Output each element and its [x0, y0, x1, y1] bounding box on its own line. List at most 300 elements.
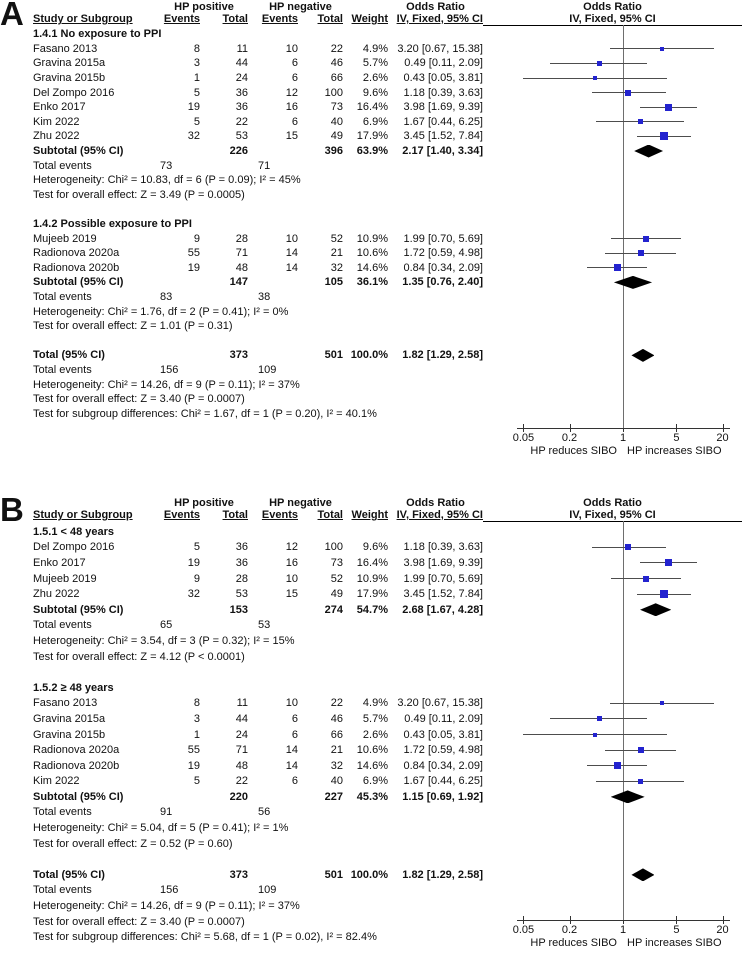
- heterogeneity: [0, 820, 744, 836]
- total-events-row: [0, 618, 744, 634]
- events-positive-cell: 32: [187, 588, 200, 601]
- total-negative-cell: 32: [330, 261, 343, 274]
- or-ci-cell: 0.43 [0.05, 3.81]: [403, 72, 483, 85]
- study-row: [0, 42, 744, 57]
- study-row: [0, 100, 744, 115]
- events-negative-cell: 15: [285, 588, 298, 601]
- total-negative-cell: 100: [324, 86, 343, 99]
- total-negative-cell: 105: [324, 276, 343, 289]
- total-positive-cell: 36: [235, 541, 248, 554]
- study-name: Gravina 2015a: [33, 712, 106, 725]
- total-positive-cell: 11: [236, 697, 248, 710]
- total-negative-cell: 21: [330, 247, 343, 260]
- effect-square-marker: [625, 544, 631, 550]
- axis-tick-label: 1: [619, 924, 627, 936]
- study-row: [0, 571, 744, 587]
- study-row: [0, 774, 744, 790]
- axis-tick: [570, 424, 571, 432]
- axis-tick-label: 0.2: [561, 924, 578, 936]
- summary-label: Subtotal (95% CI): [33, 145, 124, 158]
- weight-cell: 5.7%: [362, 712, 388, 725]
- events-negative-cell: 12: [285, 541, 298, 554]
- total-positive-cell: 28: [235, 572, 248, 585]
- total-events-label: Total events: [33, 619, 92, 632]
- events-negative-cell: 6: [291, 712, 298, 725]
- events-negative-cell: 10: [285, 42, 298, 55]
- total-negative-cell: 52: [330, 572, 343, 585]
- axis-tick-label: 0.05: [512, 432, 535, 444]
- total-negative-cell: 22: [330, 42, 343, 55]
- heterogeneity-text: Heterogeneity: Chi² = 1.76, df = 2 (P = 0.41); I² = 0%: [33, 305, 289, 318]
- effect-square-marker: [625, 90, 631, 96]
- study-name: Fasano 2013: [33, 697, 98, 710]
- events-positive-cell: 5: [193, 86, 200, 99]
- or-ci-cell: 2.68 [1.67, 4.28]: [402, 603, 483, 616]
- overall-effect-text: Test for overall effect: Z = 3.49 (P = 0.0005): [33, 188, 245, 201]
- column-header-events-positive: Events: [163, 509, 200, 521]
- total-positive-cell: 36: [235, 86, 248, 99]
- or-ci-cell: 3.20 [0.67, 15.38]: [397, 697, 483, 710]
- column-header-total-negative: Total: [317, 13, 343, 25]
- total-negative-cell: 66: [330, 728, 343, 741]
- events-positive-cell: 19: [187, 556, 200, 569]
- total-events-row: [0, 290, 744, 305]
- axis-tick-label: 1: [619, 432, 627, 444]
- heterogeneity: [0, 304, 744, 319]
- or-ci-cell: 3.98 [1.69, 9.39]: [403, 101, 483, 114]
- total-positive-cell: 36: [235, 556, 248, 569]
- events-negative-cell: 10: [285, 697, 298, 710]
- total-events-positive: 65: [160, 619, 173, 632]
- or-ci-cell: 3.98 [1.69, 9.39]: [403, 556, 483, 569]
- effect-square-marker: [643, 236, 649, 242]
- total-negative-cell: 396: [324, 145, 343, 158]
- weight-cell: 100.0%: [350, 868, 388, 881]
- subgroup-name: 1.4.1 No exposure to PPI: [33, 28, 162, 41]
- column-header-iv-fixed: IV, Fixed, 95% CI: [396, 509, 483, 521]
- total-events-positive: 156: [160, 363, 179, 376]
- study-row: [0, 56, 744, 71]
- events-positive-cell: 55: [187, 247, 200, 260]
- overall-effect: [0, 188, 744, 203]
- subgroup-header-row: [0, 217, 744, 232]
- study-name: Enko 2017: [33, 556, 86, 569]
- or-ci-cell: 1.18 [0.39, 3.63]: [403, 541, 483, 554]
- weight-cell: 10.9%: [356, 232, 388, 245]
- column-header-events-positive: Events: [163, 13, 200, 25]
- summary-diamond: [634, 145, 663, 158]
- summary-diamond: [611, 790, 645, 803]
- total-positive-cell: 153: [229, 603, 248, 616]
- total-positive-cell: 22: [235, 115, 248, 128]
- column-header-odds-ratio-text: Odds Ratio: [406, 1, 465, 13]
- study-row: [0, 711, 744, 727]
- events-positive-cell: 5: [193, 775, 200, 788]
- total-positive-cell: 48: [235, 759, 248, 772]
- heterogeneity: [0, 377, 744, 392]
- study-name: Enko 2017: [33, 101, 86, 114]
- events-negative-cell: 10: [285, 232, 298, 245]
- or-ci-cell: 1.99 [0.70, 5.69]: [403, 572, 483, 585]
- total-positive-cell: 373: [229, 868, 248, 881]
- or-ci-cell: 1.18 [0.39, 3.63]: [403, 86, 483, 99]
- effect-square-marker: [597, 61, 602, 66]
- overall-effect-text: Test for overall effect: Z = 4.12 (P < 0.0001): [33, 650, 245, 663]
- total-events-negative: 71: [258, 159, 271, 172]
- study-row: [0, 586, 744, 602]
- total-events-negative: 109: [258, 884, 277, 897]
- or-ci-cell: 1.15 [0.69, 1.92]: [402, 790, 483, 803]
- overall-effect: [0, 319, 744, 334]
- total-row: [0, 348, 744, 363]
- spacer-row: [0, 333, 744, 348]
- total-events-row: [0, 363, 744, 378]
- total-negative-cell: 100: [324, 541, 343, 554]
- events-negative-cell: 6: [291, 115, 298, 128]
- total-negative-cell: 73: [330, 556, 343, 569]
- subgroup-differences-text: Test for subgroup differences: Chi² = 5.68, df = 1 (P = 0.02), I² = 82.4%: [33, 931, 377, 944]
- events-negative-cell: 14: [285, 759, 298, 772]
- weight-cell: 100.0%: [350, 349, 388, 362]
- column-header-hp-negative: HP negative: [269, 1, 332, 13]
- effect-square-marker: [597, 716, 602, 721]
- study-name: Radionova 2020a: [33, 744, 120, 757]
- column-header-total-negative: Total: [317, 509, 343, 521]
- or-ci-cell: 1.99 [0.70, 5.69]: [403, 232, 483, 245]
- weight-cell: 6.9%: [362, 775, 388, 788]
- study-name: Gravina 2015a: [33, 57, 106, 70]
- weight-cell: 9.6%: [362, 541, 388, 554]
- weight-cell: 9.6%: [362, 86, 388, 99]
- total-events-label: Total events: [33, 363, 92, 376]
- weight-cell: 16.4%: [356, 101, 388, 114]
- overall-effect-text: Test for overall effect: Z = 3.40 (P = 0.0007): [33, 915, 245, 928]
- events-positive-cell: 9: [193, 232, 200, 245]
- null-line: [623, 25, 624, 428]
- weight-cell: 63.9%: [356, 145, 388, 158]
- subtotal-row: [0, 144, 744, 159]
- column-header-iv-fixed-plot: IV, Fixed, 95% CI: [483, 509, 742, 522]
- column-header-weight: Weight: [351, 13, 388, 25]
- subtotal-row: [0, 602, 744, 618]
- or-ci-cell: 3.20 [0.67, 15.38]: [397, 42, 483, 55]
- or-ci-cell: 3.45 [1.52, 7.84]: [403, 588, 483, 601]
- weight-cell: 2.6%: [362, 728, 388, 741]
- events-positive-cell: 8: [193, 42, 200, 55]
- summary-diamond: [631, 349, 654, 362]
- weight-cell: 5.7%: [362, 57, 388, 70]
- events-positive-cell: 32: [187, 130, 200, 143]
- events-negative-cell: 16: [285, 556, 298, 569]
- null-line: [623, 521, 624, 920]
- effect-square-marker: [660, 47, 664, 51]
- total-positive-cell: 147: [229, 276, 248, 289]
- study-row: [0, 261, 744, 276]
- weight-cell: 17.9%: [356, 130, 388, 143]
- study-name: Kim 2022: [33, 775, 80, 788]
- or-ci-cell: 1.82 [1.29, 2.58]: [402, 349, 483, 362]
- total-positive-cell: 226: [229, 145, 248, 158]
- total-events-label: Total events: [33, 159, 92, 172]
- or-ci-cell: 0.49 [0.11, 2.09]: [404, 712, 483, 725]
- weight-cell: 36.1%: [356, 276, 388, 289]
- heterogeneity: [0, 633, 744, 649]
- or-ci-cell: 1.72 [0.59, 4.98]: [403, 247, 483, 260]
- column-header-hp-negative: HP negative: [269, 497, 332, 509]
- total-events-label: Total events: [33, 884, 92, 897]
- study-name: Radionova 2020a: [33, 247, 120, 260]
- effect-square-marker: [660, 132, 668, 140]
- total-positive-cell: 24: [235, 728, 248, 741]
- heterogeneity-text: Heterogeneity: Chi² = 5.04, df = 5 (P = 0.41); I² = 1%: [33, 822, 289, 835]
- total-events-label: Total events: [33, 290, 92, 303]
- total-positive-cell: 44: [235, 712, 248, 725]
- spacer-row: [0, 664, 744, 680]
- overall-effect-text: Test for overall effect: Z = 1.01 (P = 0.31): [33, 320, 233, 333]
- heterogeneity-text: Heterogeneity: Chi² = 3.54, df = 3 (P = 0.32); I² = 15%: [33, 634, 295, 647]
- column-header-total-positive: Total: [222, 13, 248, 25]
- study-row: [0, 246, 744, 261]
- study-name: Radionova 2020b: [33, 759, 120, 772]
- weight-cell: 6.9%: [362, 115, 388, 128]
- events-positive-cell: 3: [193, 712, 200, 725]
- subgroup-differences: [0, 406, 744, 421]
- effect-square-marker: [638, 779, 643, 784]
- overall-effect: [0, 392, 744, 407]
- subtotal-row: [0, 275, 744, 290]
- total-events-negative: 56: [258, 806, 271, 819]
- study-name: Zhu 2022: [33, 588, 80, 601]
- events-negative-cell: 6: [291, 728, 298, 741]
- total-events-positive: 156: [160, 884, 179, 897]
- forest-rows: [0, 27, 744, 421]
- study-name: Fasano 2013: [33, 42, 98, 55]
- total-negative-cell: 46: [330, 57, 343, 70]
- effect-square-marker: [638, 747, 644, 753]
- spacer-row: [0, 851, 744, 867]
- events-negative-cell: 14: [285, 261, 298, 274]
- effect-square-marker: [593, 733, 597, 737]
- weight-cell: 14.6%: [356, 261, 388, 274]
- axis-tick-label: 20: [716, 432, 729, 444]
- total-negative-cell: 227: [324, 790, 343, 803]
- overall-effect: [0, 649, 744, 665]
- total-positive-cell: 24: [235, 72, 248, 85]
- total-events-row: [0, 805, 744, 821]
- events-negative-cell: 10: [285, 572, 298, 585]
- subtotal-row: [0, 789, 744, 805]
- study-name: Radionova 2020b: [33, 261, 120, 274]
- effect-square-marker: [660, 701, 664, 705]
- total-events-positive: 73: [160, 159, 173, 172]
- overall-effect-text: Test for overall effect: Z = 0.52 (P = 0.60): [33, 837, 233, 850]
- events-positive-cell: 3: [193, 57, 200, 70]
- weight-cell: 17.9%: [356, 588, 388, 601]
- forest-rows: [0, 524, 744, 945]
- column-header-hp-positive: HP positive: [174, 1, 234, 13]
- axis-tick: [723, 424, 724, 432]
- axis-tick: [723, 916, 724, 924]
- weight-cell: 45.3%: [356, 790, 388, 803]
- total-positive-cell: 44: [235, 57, 248, 70]
- column-header-odds-ratio-plot: Odds Ratio: [583, 1, 642, 13]
- study-row: [0, 727, 744, 743]
- total-positive-cell: 48: [235, 261, 248, 274]
- heterogeneity: [0, 898, 744, 914]
- study-row: [0, 129, 744, 144]
- effect-square-marker: [660, 590, 668, 598]
- events-negative-cell: 6: [291, 72, 298, 85]
- events-negative-cell: 16: [285, 101, 298, 114]
- total-positive-cell: 220: [229, 790, 248, 803]
- total-positive-cell: 11: [236, 42, 248, 55]
- study-name: Kim 2022: [33, 115, 80, 128]
- effect-square-marker: [614, 762, 621, 769]
- summary-diamond: [631, 868, 654, 881]
- events-positive-cell: 19: [187, 759, 200, 772]
- subgroup-name: 1.5.1 < 48 years: [33, 525, 115, 538]
- study-name: Mujeeb 2019: [33, 232, 97, 245]
- forest-panel-b: [0, 491, 744, 964]
- or-ci-cell: 1.67 [0.44, 6.25]: [403, 115, 483, 128]
- total-events-row: [0, 883, 744, 899]
- study-name: Mujeeb 2019: [33, 572, 97, 585]
- weight-cell: 4.9%: [362, 42, 388, 55]
- events-positive-cell: 19: [187, 101, 200, 114]
- total-positive-cell: 53: [235, 588, 248, 601]
- study-row: [0, 85, 744, 100]
- column-header-events-negative: Events: [261, 509, 298, 521]
- subgroup-differences-text: Test for subgroup differences: Chi² = 1.67, df = 1 (P = 0.20), I² = 40.1%: [33, 407, 377, 420]
- total-negative-cell: 49: [330, 588, 343, 601]
- panel-label: B: [0, 491, 23, 528]
- total-positive-cell: 28: [235, 232, 248, 245]
- total-negative-cell: 274: [324, 603, 343, 616]
- total-events-positive: 83: [160, 290, 173, 303]
- events-negative-cell: 6: [291, 57, 298, 70]
- column-header-events-negative: Events: [261, 13, 298, 25]
- total-events-negative: 38: [258, 290, 271, 303]
- total-events-positive: 91: [160, 806, 173, 819]
- total-events-row: [0, 158, 744, 173]
- column-header-total-positive: Total: [222, 509, 248, 521]
- total-negative-cell: 66: [330, 72, 343, 85]
- axis-tick: [523, 424, 524, 432]
- total-positive-cell: 36: [235, 101, 248, 114]
- total-events-negative: 109: [258, 363, 277, 376]
- total-events-label: Total events: [33, 806, 92, 819]
- summary-label: Subtotal (95% CI): [33, 276, 124, 289]
- summary-label: Subtotal (95% CI): [33, 790, 124, 803]
- column-header-iv-fixed-plot: IV, Fixed, 95% CI: [483, 13, 742, 26]
- total-negative-cell: 40: [330, 115, 343, 128]
- or-ci-cell: 0.49 [0.11, 2.09]: [404, 57, 483, 70]
- column-header-odds-ratio-plot: Odds Ratio: [583, 497, 642, 509]
- total-negative-cell: 49: [330, 130, 343, 143]
- total-negative-cell: 32: [330, 759, 343, 772]
- column-header-iv-fixed: IV, Fixed, 95% CI: [396, 13, 483, 25]
- column-header-hp-positive: HP positive: [174, 497, 234, 509]
- events-positive-cell: 5: [193, 115, 200, 128]
- study-row: [0, 742, 744, 758]
- events-positive-cell: 19: [187, 261, 200, 274]
- total-negative-cell: 73: [330, 101, 343, 114]
- axis-tick-label: 5: [673, 924, 680, 936]
- weight-cell: 54.7%: [356, 603, 388, 616]
- total-negative-cell: 40: [330, 775, 343, 788]
- study-name: Gravina 2015b: [33, 728, 106, 741]
- or-ci-cell: 1.35 [0.76, 2.40]: [402, 276, 483, 289]
- axis-tick: [676, 424, 677, 432]
- axis-tick-label: 20: [716, 924, 729, 936]
- axis-direction-label-left: HP reduces SIBO: [530, 937, 617, 949]
- effect-square-marker: [665, 559, 672, 566]
- total-row: [0, 867, 744, 883]
- events-positive-cell: 9: [193, 572, 200, 585]
- total-negative-cell: 22: [330, 697, 343, 710]
- axis-direction-label-right: HP increases SIBO: [627, 445, 722, 457]
- total-positive-cell: 22: [235, 775, 248, 788]
- events-positive-cell: 55: [187, 744, 200, 757]
- or-ci-cell: 0.84 [0.34, 2.09]: [403, 261, 483, 274]
- summary-label: Total (95% CI): [33, 868, 105, 881]
- events-negative-cell: 14: [285, 744, 298, 757]
- study-row: [0, 555, 744, 571]
- total-negative-cell: 501: [324, 349, 343, 362]
- or-ci-cell: 0.84 [0.34, 2.09]: [403, 759, 483, 772]
- total-negative-cell: 21: [330, 744, 343, 757]
- study-name: Gravina 2015b: [33, 72, 106, 85]
- summary-diamond: [640, 603, 671, 616]
- column-header-weight: Weight: [351, 509, 388, 521]
- total-events-negative: 53: [258, 619, 271, 632]
- weight-cell: 10.6%: [356, 247, 388, 260]
- or-ci-cell: 3.45 [1.52, 7.84]: [403, 130, 483, 143]
- column-header-odds-ratio-text: Odds Ratio: [406, 497, 465, 509]
- events-negative-cell: 6: [291, 775, 298, 788]
- axis-direction-label-left: HP reduces SIBO: [530, 445, 617, 457]
- total-positive-cell: 53: [235, 130, 248, 143]
- study-row: [0, 231, 744, 246]
- study-row: [0, 540, 744, 556]
- subgroup-name: 1.5.2 ≥ 48 years: [33, 681, 114, 694]
- column-header-study: Study or Subgroup: [33, 509, 133, 521]
- axis-tick-label: 5: [673, 432, 680, 444]
- weight-cell: 10.9%: [356, 572, 388, 585]
- axis-tick-label: 0.2: [561, 432, 578, 444]
- effect-square-marker: [593, 76, 597, 80]
- effect-square-marker: [643, 576, 649, 582]
- subgroup-header-row: [0, 524, 744, 540]
- summary-label: Total (95% CI): [33, 349, 105, 362]
- total-negative-cell: 52: [330, 232, 343, 245]
- heterogeneity-text: Heterogeneity: Chi² = 10.83, df = 6 (P = 0.09); I² = 45%: [33, 174, 301, 187]
- axis-tick-label: 0.05: [512, 924, 535, 936]
- total-negative-cell: 501: [324, 868, 343, 881]
- effect-square-marker: [638, 250, 644, 256]
- effect-square-marker: [614, 264, 621, 271]
- total-positive-cell: 71: [235, 247, 248, 260]
- heterogeneity-text: Heterogeneity: Chi² = 14.26, df = 9 (P = 0.11); I² = 37%: [33, 900, 300, 913]
- effect-square-marker: [638, 119, 643, 124]
- heterogeneity-text: Heterogeneity: Chi² = 14.26, df = 9 (P = 0.11); I² = 37%: [33, 378, 300, 391]
- spacer-row: [0, 202, 744, 217]
- events-negative-cell: 12: [285, 86, 298, 99]
- total-positive-cell: 71: [235, 744, 248, 757]
- or-ci-cell: 1.72 [0.59, 4.98]: [403, 744, 483, 757]
- weight-cell: 16.4%: [356, 556, 388, 569]
- column-header-study: Study or Subgroup: [33, 13, 133, 25]
